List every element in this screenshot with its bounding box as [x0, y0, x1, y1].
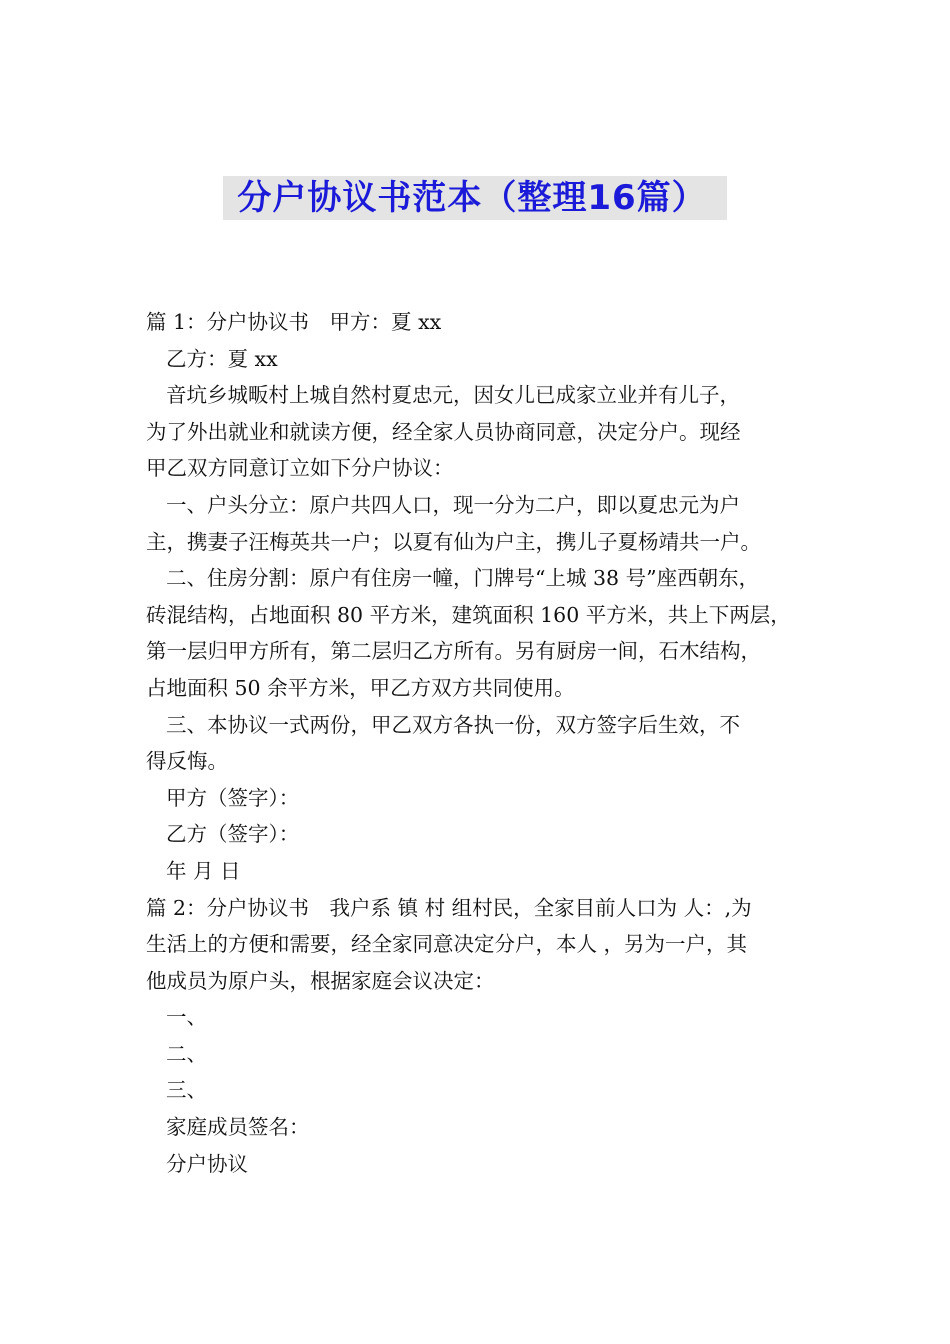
paragraph-line: 音坑乡城畈村上城自然村夏忠元，因女儿已成家立业并有儿子， [166, 383, 740, 408]
list-item-2: 二、 [166, 1041, 207, 1066]
paragraph-line: 他成员为原户头，根据家庭会议决定： [146, 968, 495, 993]
document-body [146, 304, 816, 1182]
section-2-heading: 篇 2：分户协议书 我户系 镇 村 组村民，全家目前人口为 人：,为 [146, 895, 752, 920]
party-a-signature: 甲方（签字）： [166, 785, 300, 810]
clause-2-line: 二、住房分割：原户有住房一幢，门牌号“上城 38 号”座西朝东， [166, 566, 760, 591]
paragraph-line: 甲乙双方同意订立如下分户协议： [146, 456, 454, 481]
list-item-1: 一、 [166, 1005, 207, 1030]
paragraph-line: 为了外出就业和就读方便，经全家人员协商同意，决定分户。现经 [146, 419, 741, 444]
date-line: 年 月 日 [166, 858, 241, 883]
paragraph-line: 生活上的方便和需要，经全家同意决定分户，本人 ，另为一户，其 [146, 932, 748, 957]
clause-3-line: 三、本协议一式两份，甲乙双方各执一份，双方签字后生效，不 [166, 712, 740, 737]
clause-1-line: 主，携妻子汪梅英共一户；以夏有仙为户主，携儿子夏杨靖共一户。 [146, 529, 761, 554]
section-3-heading: 分户协议 [166, 1151, 248, 1176]
clause-2-line: 砖混结构，占地面积 80 平方米，建筑面积 160 平方米，共上下两层， [146, 602, 791, 627]
clause-2-line: 第一层归甲方所有，第二层归乙方所有。另有厨房一间，石木结构， [146, 639, 761, 664]
list-item-3: 三、 [166, 1078, 207, 1103]
family-signature-line: 家庭成员签名： [166, 1115, 310, 1140]
document-title: 分户协议书范本（整理16篇） [223, 176, 726, 220]
clause-2-line: 占地面积 50 余平方米，甲乙方双方共同使用。 [146, 675, 575, 700]
title-container [0, 176, 950, 220]
clause-1-line: 一、户头分立：原户共四人口，现一分为二户，即以夏忠元为户 [166, 492, 740, 517]
section-1-heading: 篇 1：分户协议书 甲方：夏 xx [146, 310, 442, 334]
clause-3-line: 得反悔。 [146, 749, 228, 774]
party-b-line: 乙方：夏 xx [166, 346, 278, 371]
party-b-signature: 乙方（签字）： [166, 822, 300, 847]
